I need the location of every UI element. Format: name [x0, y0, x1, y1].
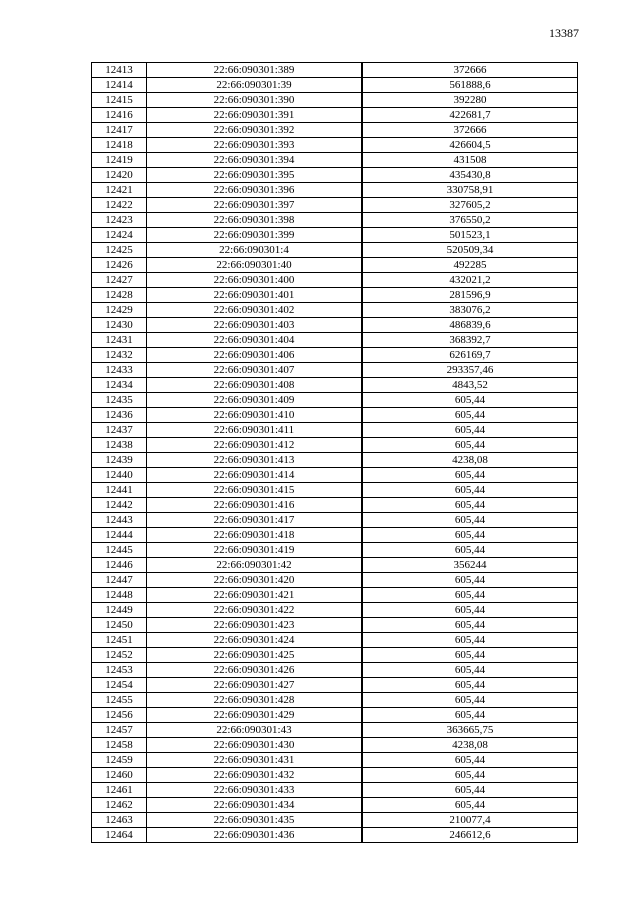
cadastral-value-cell: 432021,2	[363, 273, 578, 288]
table-row	[92, 228, 578, 243]
row-number-cell: 12456	[92, 708, 147, 723]
row-number-cell: 12418	[92, 138, 147, 153]
row-number-cell: 12424	[92, 228, 147, 243]
cadastral-number-cell: 22:66:090301:411	[147, 423, 362, 438]
row-number-cell: 12452	[92, 648, 147, 663]
row-number-cell: 12454	[92, 678, 147, 693]
cadastral-number-cell: 22:66:090301:412	[147, 438, 362, 453]
row-number-cell: 12459	[92, 753, 147, 768]
cadastral-value-cell: 605,44	[363, 753, 578, 768]
cadastral-number-cell: 22:66:090301:430	[147, 738, 362, 753]
cadastral-number-cell: 22:66:090301:414	[147, 468, 362, 483]
row-number-cell: 12433	[92, 363, 147, 378]
table-row	[92, 588, 578, 603]
table-row	[92, 258, 578, 273]
row-number-cell: 12435	[92, 393, 147, 408]
table-row	[92, 288, 578, 303]
cadastral-value-cell: 4238,08	[363, 738, 578, 753]
row-number-cell: 12421	[92, 183, 147, 198]
cadastral-number-cell: 22:66:090301:420	[147, 573, 362, 588]
cadastral-value-cell: 605,44	[363, 393, 578, 408]
cadastral-value-cell: 605,44	[363, 543, 578, 558]
table-body	[92, 63, 578, 843]
row-number-cell: 12428	[92, 288, 147, 303]
table-row	[92, 213, 578, 228]
table-row	[92, 378, 578, 393]
cadastral-value-cell: 605,44	[363, 648, 578, 663]
cadastral-number-cell: 22:66:090301:406	[147, 348, 362, 363]
row-number-cell: 12425	[92, 243, 147, 258]
row-number-cell: 12422	[92, 198, 147, 213]
table-row	[92, 543, 578, 558]
table-row	[92, 138, 578, 153]
row-number-cell: 12431	[92, 333, 147, 348]
cadastral-value-cell: 422681,7	[363, 108, 578, 123]
cadastral-value-cell: 605,44	[363, 633, 578, 648]
cadastral-number-cell: 22:66:090301:422	[147, 603, 362, 618]
row-number-cell: 12457	[92, 723, 147, 738]
cadastral-value-cell: 605,44	[363, 408, 578, 423]
cadastral-value-cell: 561888,6	[363, 78, 578, 93]
row-number-cell: 12432	[92, 348, 147, 363]
cadastral-number-cell: 22:66:090301:427	[147, 678, 362, 693]
row-number-cell: 12427	[92, 273, 147, 288]
cadastral-value-cell: 605,44	[363, 678, 578, 693]
cadastral-number-cell: 22:66:090301:424	[147, 633, 362, 648]
cadastral-value-cell: 486839,6	[363, 318, 578, 333]
cadastral-number-cell: 22:66:090301:436	[147, 828, 362, 843]
cadastral-value-cell: 605,44	[363, 603, 578, 618]
row-number-cell: 12451	[92, 633, 147, 648]
cadastral-value-cell: 330758,91	[363, 183, 578, 198]
cadastral-value-cell: 376550,2	[363, 213, 578, 228]
cadastral-number-cell: 22:66:090301:398	[147, 213, 362, 228]
cadastral-value-cell: 605,44	[363, 768, 578, 783]
cadastral-number-cell: 22:66:090301:423	[147, 618, 362, 633]
cadastral-number-cell: 22:66:090301:418	[147, 528, 362, 543]
table-row	[92, 618, 578, 633]
cadastral-number-cell: 22:66:090301:433	[147, 783, 362, 798]
row-number-cell: 12429	[92, 303, 147, 318]
cadastral-value-table	[91, 62, 578, 843]
row-number-cell: 12413	[92, 63, 147, 78]
cadastral-number-cell: 22:66:090301:393	[147, 138, 362, 153]
cadastral-value-cell: 363665,75	[363, 723, 578, 738]
cadastral-number-cell: 22:66:090301:413	[147, 453, 362, 468]
row-number-cell: 12440	[92, 468, 147, 483]
row-number-cell: 12439	[92, 453, 147, 468]
row-number-cell: 12443	[92, 513, 147, 528]
row-number-cell: 12446	[92, 558, 147, 573]
row-number-cell: 12453	[92, 663, 147, 678]
cadastral-number-cell: 22:66:090301:425	[147, 648, 362, 663]
cadastral-value-cell: 426604,5	[363, 138, 578, 153]
row-number-cell: 12449	[92, 603, 147, 618]
row-number-cell: 12442	[92, 498, 147, 513]
cadastral-value-cell: 492285	[363, 258, 578, 273]
cadastral-number-cell: 22:66:090301:391	[147, 108, 362, 123]
table-row	[92, 603, 578, 618]
row-number-cell: 12445	[92, 543, 147, 558]
table-row	[92, 678, 578, 693]
row-number-cell: 12441	[92, 483, 147, 498]
cadastral-value-cell: 605,44	[363, 783, 578, 798]
table-row	[92, 453, 578, 468]
table-row	[92, 93, 578, 108]
cadastral-number-cell: 22:66:090301:415	[147, 483, 362, 498]
table-row	[92, 273, 578, 288]
row-number-cell: 12436	[92, 408, 147, 423]
cadastral-number-cell: 22:66:090301:396	[147, 183, 362, 198]
cadastral-number-cell: 22:66:090301:408	[147, 378, 362, 393]
cadastral-value-cell: 372666	[363, 63, 578, 78]
table-row	[92, 633, 578, 648]
table-row	[92, 303, 578, 318]
cadastral-number-cell: 22:66:090301:401	[147, 288, 362, 303]
table-row	[92, 168, 578, 183]
cadastral-value-cell: 605,44	[363, 588, 578, 603]
table-row	[92, 498, 578, 513]
table-row	[92, 153, 578, 168]
row-number-cell: 12458	[92, 738, 147, 753]
row-number-cell: 12462	[92, 798, 147, 813]
cadastral-number-cell: 22:66:090301:42	[147, 558, 362, 573]
table-row	[92, 198, 578, 213]
cadastral-value-cell: 293357,46	[363, 363, 578, 378]
row-number-cell: 12447	[92, 573, 147, 588]
cadastral-value-cell: 605,44	[363, 663, 578, 678]
table-row	[92, 813, 578, 828]
cadastral-number-cell: 22:66:090301:400	[147, 273, 362, 288]
table-row	[92, 753, 578, 768]
cadastral-value-cell: 605,44	[363, 498, 578, 513]
table-row	[92, 63, 578, 78]
cadastral-number-cell: 22:66:090301:395	[147, 168, 362, 183]
cadastral-number-cell: 22:66:090301:403	[147, 318, 362, 333]
cadastral-value-cell: 605,44	[363, 513, 578, 528]
cadastral-value-cell: 605,44	[363, 528, 578, 543]
table-row	[92, 693, 578, 708]
row-number-cell: 12420	[92, 168, 147, 183]
cadastral-value-cell: 605,44	[363, 708, 578, 723]
cadastral-number-cell: 22:66:090301:404	[147, 333, 362, 348]
table-row	[92, 483, 578, 498]
cadastral-value-cell: 4238,08	[363, 453, 578, 468]
cadastral-value-cell: 327605,2	[363, 198, 578, 213]
cadastral-number-cell: 22:66:090301:397	[147, 198, 362, 213]
cadastral-value-cell: 210077,4	[363, 813, 578, 828]
cadastral-value-cell: 246612,6	[363, 828, 578, 843]
table-row	[92, 78, 578, 93]
cadastral-value-cell: 368392,7	[363, 333, 578, 348]
table-row	[92, 558, 578, 573]
table-row	[92, 183, 578, 198]
cadastral-number-cell: 22:66:090301:419	[147, 543, 362, 558]
row-number-cell: 12448	[92, 588, 147, 603]
cadastral-number-cell: 22:66:090301:428	[147, 693, 362, 708]
table-row	[92, 393, 578, 408]
cadastral-number-cell: 22:66:090301:431	[147, 753, 362, 768]
cadastral-number-cell: 22:66:090301:417	[147, 513, 362, 528]
cadastral-value-cell: 392280	[363, 93, 578, 108]
row-number-cell: 12426	[92, 258, 147, 273]
cadastral-value-cell: 520509,34	[363, 243, 578, 258]
cadastral-number-cell: 22:66:090301:399	[147, 228, 362, 243]
row-number-cell: 12460	[92, 768, 147, 783]
table-row	[92, 573, 578, 588]
table-row	[92, 423, 578, 438]
cadastral-value-cell: 356244	[363, 558, 578, 573]
row-number-cell: 12423	[92, 213, 147, 228]
cadastral-number-cell: 22:66:090301:39	[147, 78, 362, 93]
cadastral-number-cell: 22:66:090301:407	[147, 363, 362, 378]
cadastral-number-cell: 22:66:090301:429	[147, 708, 362, 723]
table-row	[92, 333, 578, 348]
page-number: 13387	[549, 26, 579, 40]
row-number-cell: 12430	[92, 318, 147, 333]
row-number-cell: 12438	[92, 438, 147, 453]
row-number-cell: 12437	[92, 423, 147, 438]
cadastral-value-cell: 605,44	[363, 468, 578, 483]
cadastral-value-cell: 605,44	[363, 573, 578, 588]
cadastral-value-cell: 281596,9	[363, 288, 578, 303]
cadastral-value-cell: 605,44	[363, 438, 578, 453]
cadastral-value-cell: 605,44	[363, 693, 578, 708]
table-row	[92, 108, 578, 123]
cadastral-number-cell: 22:66:090301:426	[147, 663, 362, 678]
cadastral-number-cell: 22:66:090301:390	[147, 93, 362, 108]
row-number-cell: 12416	[92, 108, 147, 123]
cadastral-value-cell: 372666	[363, 123, 578, 138]
table-row	[92, 723, 578, 738]
table-row	[92, 408, 578, 423]
cadastral-number-cell: 22:66:090301:40	[147, 258, 362, 273]
table-row	[92, 768, 578, 783]
row-number-cell: 12464	[92, 828, 147, 843]
table-row	[92, 438, 578, 453]
row-number-cell: 12434	[92, 378, 147, 393]
table-row	[92, 243, 578, 258]
cadastral-number-cell: 22:66:090301:389	[147, 63, 362, 78]
cadastral-number-cell: 22:66:090301:402	[147, 303, 362, 318]
cadastral-value-cell: 383076,2	[363, 303, 578, 318]
row-number-cell: 12415	[92, 93, 147, 108]
cadastral-number-cell: 22:66:090301:421	[147, 588, 362, 603]
cadastral-value-cell: 605,44	[363, 618, 578, 633]
table-row	[92, 663, 578, 678]
cadastral-number-cell: 22:66:090301:392	[147, 123, 362, 138]
cadastral-number-cell: 22:66:090301:409	[147, 393, 362, 408]
table-row	[92, 738, 578, 753]
row-number-cell: 12463	[92, 813, 147, 828]
cadastral-number-cell: 22:66:090301:434	[147, 798, 362, 813]
table-row	[92, 123, 578, 138]
row-number-cell: 12414	[92, 78, 147, 93]
cadastral-value-cell: 435430,8	[363, 168, 578, 183]
cadastral-number-cell: 22:66:090301:410	[147, 408, 362, 423]
cadastral-value-cell: 501523,1	[363, 228, 578, 243]
cadastral-number-cell: 22:66:090301:43	[147, 723, 362, 738]
row-number-cell: 12419	[92, 153, 147, 168]
row-number-cell: 12444	[92, 528, 147, 543]
cadastral-value-cell: 605,44	[363, 798, 578, 813]
table-row	[92, 648, 578, 663]
table-row	[92, 363, 578, 378]
cadastral-number-cell: 22:66:090301:4	[147, 243, 362, 258]
cadastral-value-cell: 626169,7	[363, 348, 578, 363]
table-row	[92, 828, 578, 843]
cadastral-number-cell: 22:66:090301:435	[147, 813, 362, 828]
table-row	[92, 318, 578, 333]
row-number-cell: 12450	[92, 618, 147, 633]
cadastral-value-cell: 4843,52	[363, 378, 578, 393]
cadastral-value-cell: 605,44	[363, 483, 578, 498]
cadastral-number-cell: 22:66:090301:432	[147, 768, 362, 783]
cadastral-number-cell: 22:66:090301:416	[147, 498, 362, 513]
table-row	[92, 468, 578, 483]
table-row	[92, 348, 578, 363]
cadastral-value-cell: 605,44	[363, 423, 578, 438]
cadastral-value-cell: 431508	[363, 153, 578, 168]
table-row	[92, 783, 578, 798]
row-number-cell: 12461	[92, 783, 147, 798]
table-row	[92, 528, 578, 543]
row-number-cell: 12417	[92, 123, 147, 138]
table-row	[92, 708, 578, 723]
row-number-cell: 12455	[92, 693, 147, 708]
table-row	[92, 798, 578, 813]
cadastral-number-cell: 22:66:090301:394	[147, 153, 362, 168]
table-row	[92, 513, 578, 528]
